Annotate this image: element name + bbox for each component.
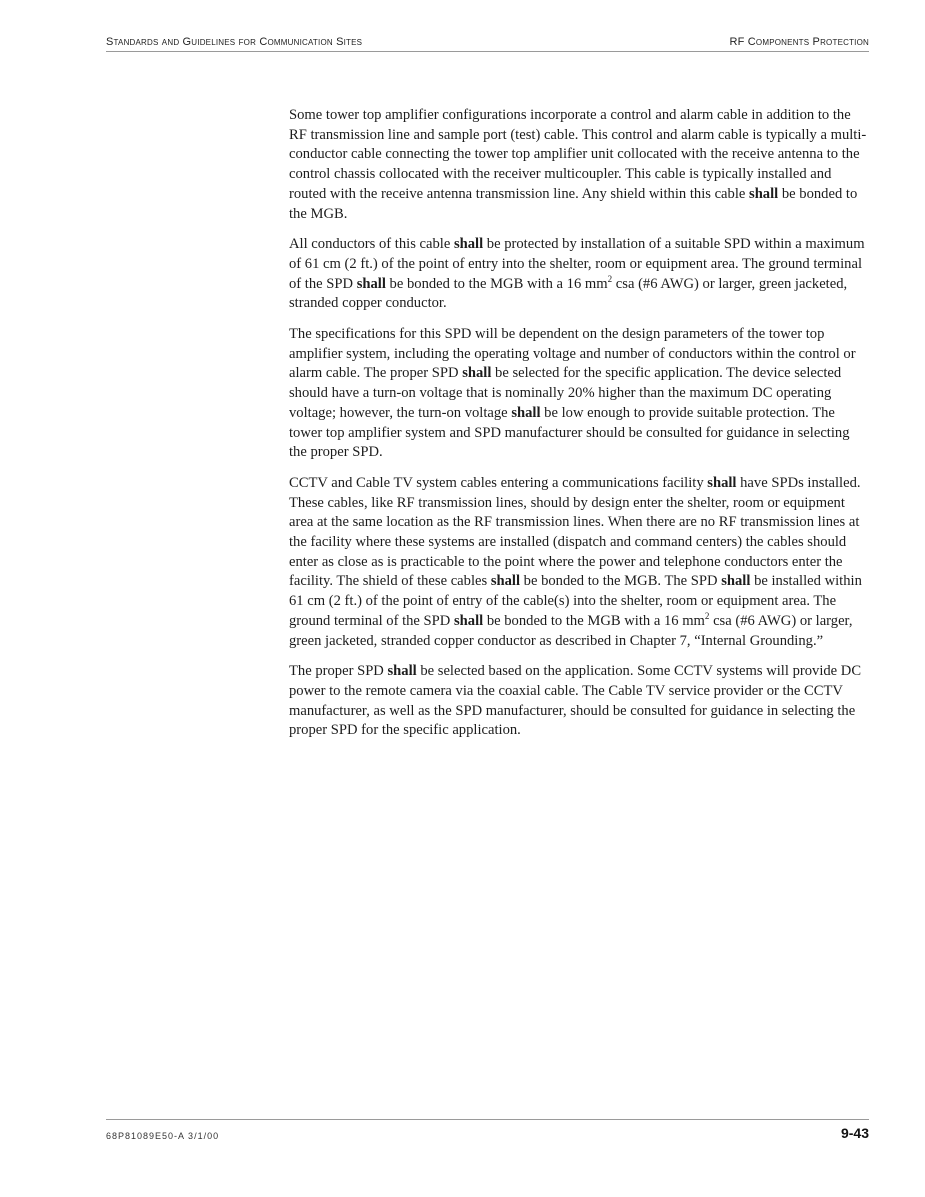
header-divider bbox=[106, 51, 869, 52]
footer-divider bbox=[106, 1119, 869, 1120]
paragraph-conductor-protection: All conductors of this cable shall be protected by installation of a suitable SPD within a maximum of 61 cm (2 ft.) of the point of entry into the shelter, room or equipment area. The ground terminal of the SPD shall be bonded to the MGB with a 16 $mm^2$ csa (#6 AWG) or larger, green jacketed, stranded copper conductor. bbox=[289, 236, 865, 312]
header-title: Standards and Guidelines for Communication Sites bbox=[106, 36, 363, 48]
paragraph-spd-selection: The proper SPD shall be selected based on the application. Some CCTV systems will provide DC power to the remote camera via the coaxial cable. The Cable TV service provider or the CCTV manufacturer, as well as the SPD manufacturer, should be consulted for guidance in selecting the proper SPD for the specific application. bbox=[289, 663, 862, 739]
paragraph-cctv-cable-tv: CCTV and Cable TV system cables entering a communications facility shall have SPDs installed. These cables, like RF transmission lines, should by design enter the shelter, room or equipment area at the same location as the RF transmission lines. When there are no RF transmission lines at the facility where these systems are installed (dispatch and command centers) the cables should enter as close as is practicable to the point where the power and telephone conductors enter the facility. The shield of these cables shall be bonded to the MGB. The SPD shall be installed within 61 cm (2 ft.) of the point of entry of the cable(s) into the shelter, room or equipment area. The ground terminal of the SPD shall be bonded to the MGB with a 16 $mm^2$ csa (#6 AWG) or larger, green jacketed, stranded copper conductor as described in Chapter 7, “Internal Grounding.” bbox=[289, 474, 862, 649]
header-section: RF Components Protection bbox=[729, 36, 869, 48]
body-text bbox=[289, 106, 870, 752]
page-number: 9-43 bbox=[840, 1125, 869, 1141]
document-id: 68P81089E50-A 3/1/00 bbox=[106, 1131, 220, 1141]
paragraph-ttа-control-cable: Some tower top amplifier configurations incorporate a control and alarm cable in addition to the RF transmission line and sample port (test) cable. This control and alarm cable is typically a multi-conductor cable connecting the tower top amplifier unit collocated with the receive antenna to the control chassis collocated with the receiver multicoupler. This cable is typically installed and routed with the receive antenna transmission line. Any shield within this cable shall be bonded to the MGB. bbox=[289, 107, 867, 222]
paragraph-spd-specifications: The specifications for this SPD will be dependent on the design parameters of the tower top amplifier system, including the operating voltage and number of conductors within the control or alarm cable. The proper SPD shall be selected for the specific application. The device selected should have a turn-on voltage that is nominally 20% higher than the maximum DC operating voltage; however, the turn-on voltage shall be low enough to provide suitable protection. The tower top amplifier system and SPD manufacturer should be consulted for guidance in selecting the proper SPD. bbox=[289, 326, 856, 461]
